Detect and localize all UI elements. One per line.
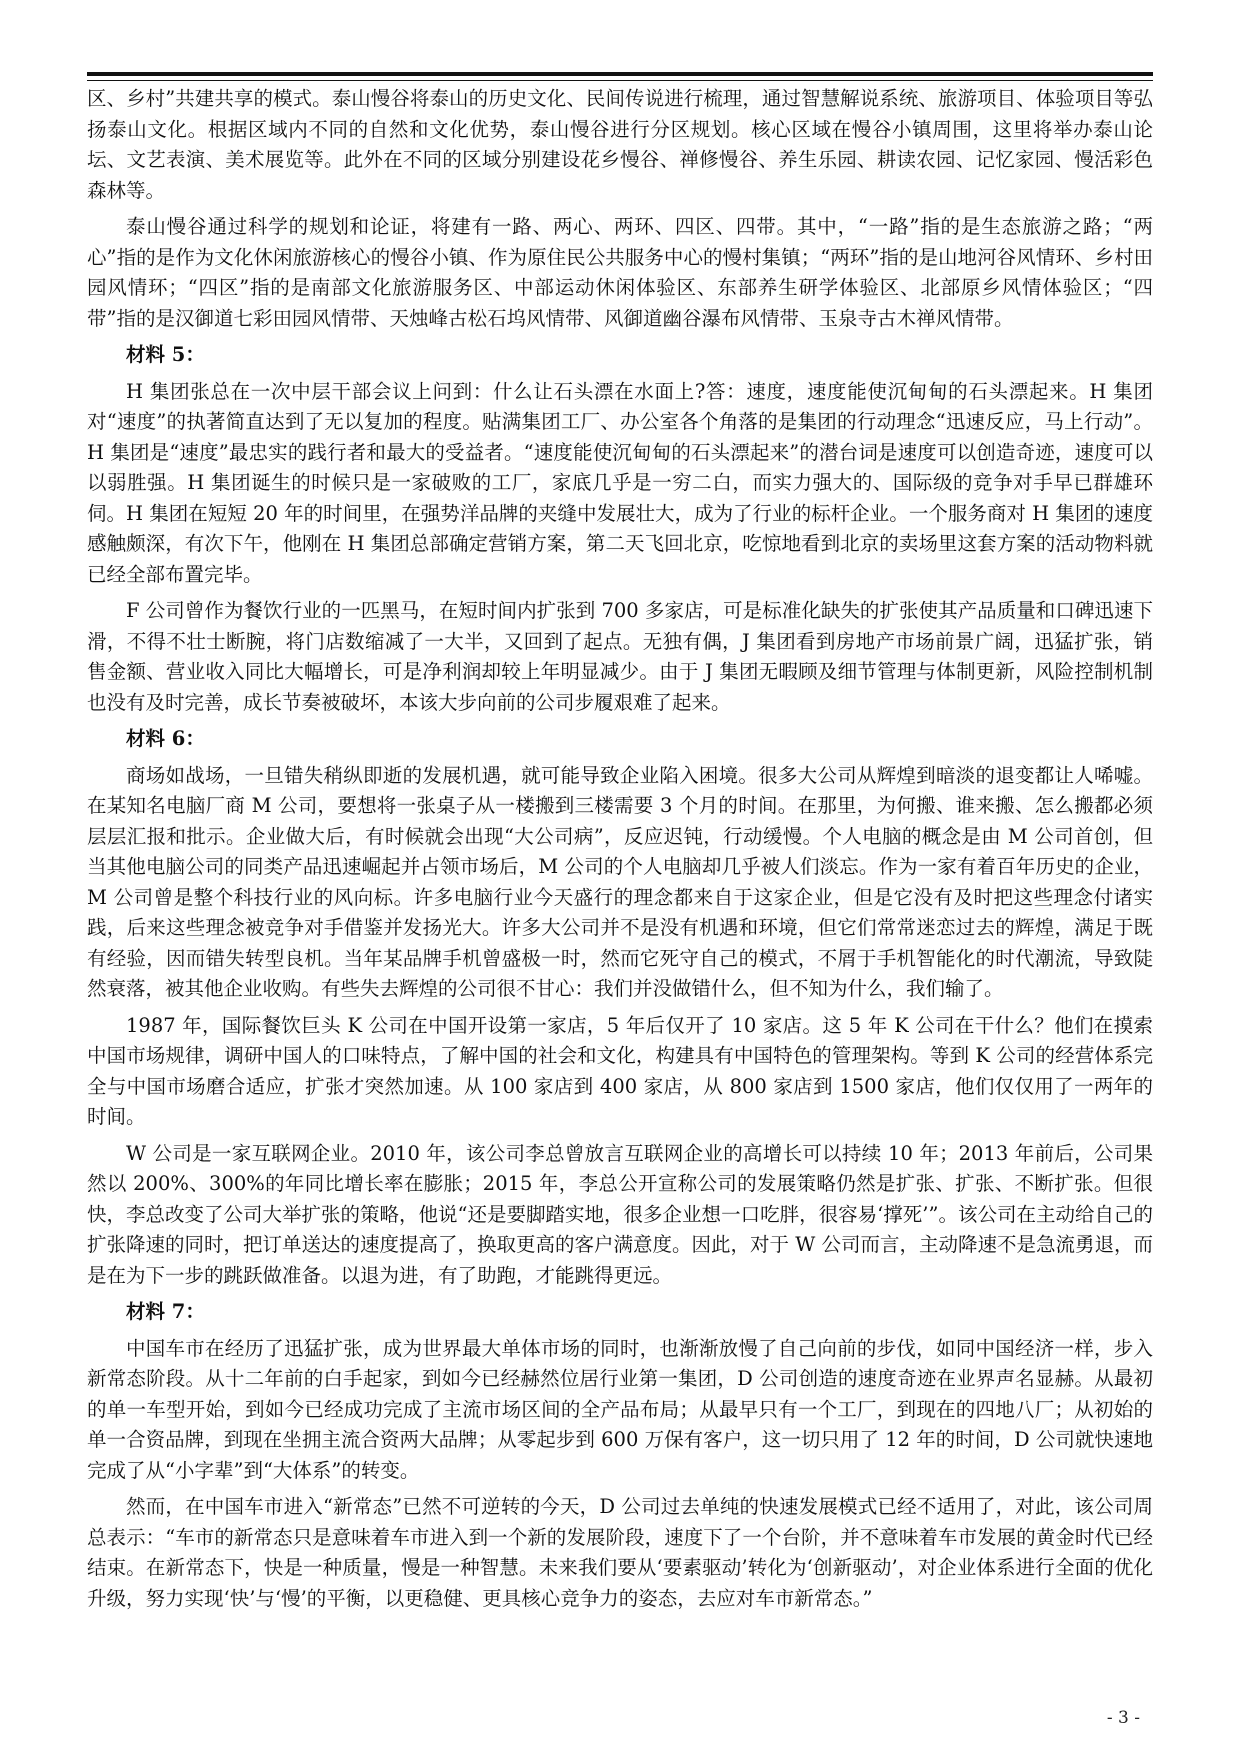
section-heading: 材料 6： xyxy=(126,727,205,750)
section-heading: 材料 7： xyxy=(126,1300,205,1323)
header-rule-thin xyxy=(87,80,1153,81)
section-heading: 材料 5： xyxy=(126,343,205,366)
paragraph: W 公司是一家互联网企业。2010 年，该公司李总曾放言互联网企业的高增长可以持续 10 年；2013 年前后，公司果然以 200%、300%的年同比增长率在膨胀；2015 年，李总公开宣称公司的发展策略仍然是扩张、扩张、不断扩张。但很快，李总改变了公司大举扩张的策略，他说“还是要脚踏实地，很多企业想一口吃胖，很容易‘撑死’”。该公司在主动给自己的扩张降速的同时，把订单送达的速度提高了，换取更高的客户满意度。因此，对于 W 公司而言，主动降速不是急流勇退，而是在为下一步的跳跃做准备。以退为进，有了助跑，才能跳得更远。 xyxy=(87,1141,1153,1287)
paragraph: 商场如战场，一旦错失稍纵即逝的发展机遇，就可能导致企业陷入困境。很多大公司从辉煌到暗淡的退变都让人唏嘘。在某知名电脑厂商 M 公司，要想将一张桌子从一楼搬到三楼需要 3 个月的时间。在那里，为何搬、谁来搬、怎么搬都必须层层汇报和批示。企业做大后，有时候就会出现“大公司病”，反应迟钝，行动缓慢。个人电脑的概念是由 M 公司首创，但当其他电脑公司的同类产品迅速崛起并占领市场后，M 公司的个人电脑却几乎被人们淡忘。作为一家有着百年历史的企业，M 公司曾是整个科技行业的风向标。许多电脑行业今天盛行的理念都来自于这家企业，但是它没有及时把这些理念付诸实践，后来这些理念被竞争对手借鉴并发扬光大。许多大公司并不是没有机遇和环境，但它们常常迷恋过去的辉煌，满足于既有经验，因而错失转型良机。当年某品牌手机曾盛极一时，然而它死守自己的模式，不屑于手机智能化的时代潮流，导致陡然衰落，被其他企业收购。有些失去辉煌的公司很不甘心：我们并没做错什么，但不知为什么，我们输了。 xyxy=(87,763,1153,1000)
paragraph: H 集团张总在一次中层干部会议上问到：什么让石头漂在水面上?答：速度，速度能使沉甸甸的石头漂起来。H 集团对“速度”的执著简直达到了无以复加的程度。贴满集团工厂、办公室各个角落的是集团的行动理念“迅速反应，马上行动”。H 集团是“速度”最忠实的践行者和最大的受益者。“速度能使沉甸甸的石头漂起来”的潜台词是速度可以创造奇迹，速度可以以弱胜强。H 集团诞生的时候只是一家破败的工厂，家底几乎是一穷二白，而实力强大的、国际级的竞争对手早已群雄环伺。H 集团在短短 20 年的时间里，在强势洋品牌的夹缝中发展壮大，成为了行业的标杆企业。一个服务商对 H 集团的速度感触颇深，有次下午，他刚在 H 集团总部确定营销方案，第二天飞回北京，吃惊地看到北京的卖场里这套方案的活动物料就已经全部布置完毕。 xyxy=(87,379,1153,586)
header-rule-thick xyxy=(87,72,1153,76)
paragraph: 区、乡村”共建共享的模式。泰山慢谷将泰山的历史文化、民间传说进行梳理，通过智慧解说系统、旅游项目、体验项目等弘扬泰山文化。根据区域内不同的自然和文化优势，泰山慢谷进行分区规划。核心区域在慢谷小镇周围，这里将举办泰山论坛、文艺表演、美术展览等。此外在不同的区域分别建设花乡慢谷、禅修慢谷、养生乐园、耕读农园、记忆家园、慢活彩色森林等。 xyxy=(87,87,1153,202)
paragraph: F 公司曾作为餐饮行业的一匹黑马，在短时间内扩张到 700 多家店，可是标准化缺失的扩张使其产品质量和口碑迅速下滑，不得不壮士断腕，将门店数缩减了一大半，又回到了起点。无独有偶，J 集团看到房地产市场前景广阔，迅猛扩张，销售金额、营业收入同比大幅增长，可是净利润却较上年明显减少。由于 J 集团无暇顾及细节管理与体制更新，风险控制机制也没有及时完善，成长节奏被破坏，本该大步向前的公司步履艰难了起来。 xyxy=(87,599,1153,714)
paragraph: 泰山慢谷通过科学的规划和论证，将建有一路、两心、两环、四区、四带。其中，“一路”指的是生态旅游之路；“两心”指的是作为文化休闲旅游核心的慢谷小镇、作为原住民公共服务中心的慢村集镇；“两环”指的是山地河谷风情环、乡村田园风情环；“四区”指的是南部文化旅游服务区、中部运动休闲体验区、东部养生研学体验区、北部原乡风情体验区；“四带”指的是汉御道七彩田园风情带、天烛峰古松石坞风情带、风御道幽谷瀑布风情带、玉泉寺古木禅风情带。 xyxy=(87,215,1153,330)
paragraph: 然而，在中国车市进入“新常态”已然不可逆转的今天，D 公司过去单纯的快速发展模式已经不适用了，对此，该公司周总表示：“车市的新常态只是意味着车市进入到一个新的发展阶段，速度下了一个台阶，并不意味着车市发展的黄金时代已经结束。在新常态下，快是一种质量，慢是一种智慧。未来我们要从‘要素驱动’转化为‘创新驱动’，对企业体系进行全面的优化升级，努力实现‘快’与‘慢’的平衡，以更稳健、更具核心竞争力的姿态，去应对车市新常态。” xyxy=(87,1495,1153,1610)
paragraph: 中国车市在经历了迅猛扩张，成为世界最大单体市场的同时，也渐渐放慢了自己向前的步伐，如同中国经济一样，步入新常态阶段。从十二年前的白手起家，到如今已经赫然位居行业第一集团，D 公司创造的速度奇迹在业界声名显赫。从最初的单一车型开始，到如今已经成功完成了主流市场区间的全产品布局；从最早只有一个工厂，到现在的四地八厂；从初始的单一合资品牌，到现在坐拥主流合资两大品牌；从零起步到 600 万保有客户，这一切只用了 12 年的时间，D 公司就快速地完成了从“小字辈”到“大体系”的转变。 xyxy=(87,1336,1153,1482)
paragraph: 1987 年，国际餐饮巨头 K 公司在中国开设第一家店，5 年后仅开了 10 家店。这 5 年 K 公司在干什么？他们在摸索中国市场规律，调研中国人的口味特点，了解中国的社会和文化，构建具有中国特色的管理架构。等到 K 公司的经营体系完全与中国市场磨合适应，扩张才突然加速。从 100 家店到 400 家店，从 800 家店到 1500 家店，他们仅仅用了一两年的时间。 xyxy=(87,1013,1153,1128)
document-body xyxy=(87,84,1153,1620)
page-number: - 3 - xyxy=(1106,1708,1140,1728)
